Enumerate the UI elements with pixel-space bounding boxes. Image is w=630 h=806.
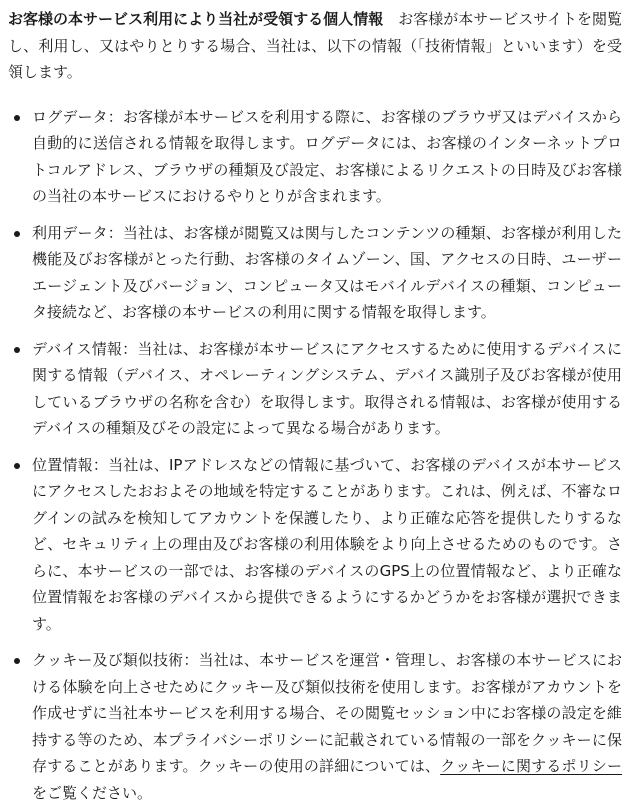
bullet-icon (14, 115, 20, 121)
list-item-log-data (8, 104, 622, 210)
info-list (8, 104, 622, 806)
list-item-text: ログデータ：お客様が本サービスを利用する際に、お客様のブラウザ又はデバイスから自動的に送信される情報を取得します。ログデータには、お客様のインターネットプロトコルアドレス、ブラウザの種類及び設定、お客様によるリクエストの日時及びお客様の当社の本サービスにおけるやりとりが含まれます。 (32, 108, 622, 206)
cookie-policy-link[interactable]: クッキーに関するポリシー (440, 757, 622, 775)
list-item-suffix: をご覧ください。 (32, 784, 152, 802)
list-item-location-info (8, 452, 622, 638)
list-item-text: 利用データ：当社は、お客様が閲覧又は関与したコンテンツの種類、お客様が利用した機能及びお客様がとった行動、お客様のタイムゾーン、国、アクセスの日時、ユーザーエージェント及びバージョン、コンピュータ又はモバイルデバイスの種類、コンピュータ接続など、お客様の本サービスの利用に関する情報を取得します。 (32, 224, 622, 322)
list-item-device-info (8, 336, 622, 442)
list-item-text: 位置情報：当社は、IPアドレスなどの情報に基づいて、お客様のデバイスが本サービスにアクセスしたおおよその地域を特定することがあります。これは、例えば、不審なログインの試みを検知してアカウントを保護したり、より正確な応答を提供したりするなど、セキュリティ上の理由及びお客様の利用体験をより向上させるためのものです。さらに、本サービスの一部では、お客様のデバイスのGPS上の位置情報など、より正確な位置情報をお客様のデバイスから提供できるようにするかどうかをお客様が選択できます。 (32, 456, 622, 633)
intro-paragraph (8, 6, 622, 86)
list-item-text: クッキー及び類似技術：当社は、本サービスを運営・管理し、お客様の本サービスにおける体験を向上させためにクッキー及び類似技術を使用します。お客様がアカウントを作成せずに当社本サービスを利用する場合、その閲覧セッション中にお客様の設定を維持する等のため、本プライバシーポリシーに記載されている情報の一部をクッキーに保存することがあります。クッキーの使用の詳細については、 (32, 651, 622, 775)
list-item-text: デバイス情報：当社は、お客様が本サービスにアクセスするために使用するデバイスに関する情報（デバイス、オペレーティングシステム、デバイス識別子及びお客様が使用しているブラウザの名称を含む）を取得します。取得される情報は、お客様が使用するデバイスの種類及びその設定によって異なる場合があります。 (32, 340, 622, 438)
bullet-icon (14, 658, 20, 664)
list-item-usage-data (8, 220, 622, 326)
bullet-icon (14, 347, 20, 353)
section-heading: お客様の本サービス利用により当社が受領する個人情報 (8, 10, 383, 28)
bullet-icon (14, 231, 20, 237)
intro-text: お客様が本サービスサイトを閲覧し、利用し、又はやりとりする場合、当社は、以下の情報（「技術情報」といいます）を受領します。 (8, 10, 622, 81)
list-item-cookies (8, 647, 622, 806)
bullet-icon (14, 463, 20, 469)
